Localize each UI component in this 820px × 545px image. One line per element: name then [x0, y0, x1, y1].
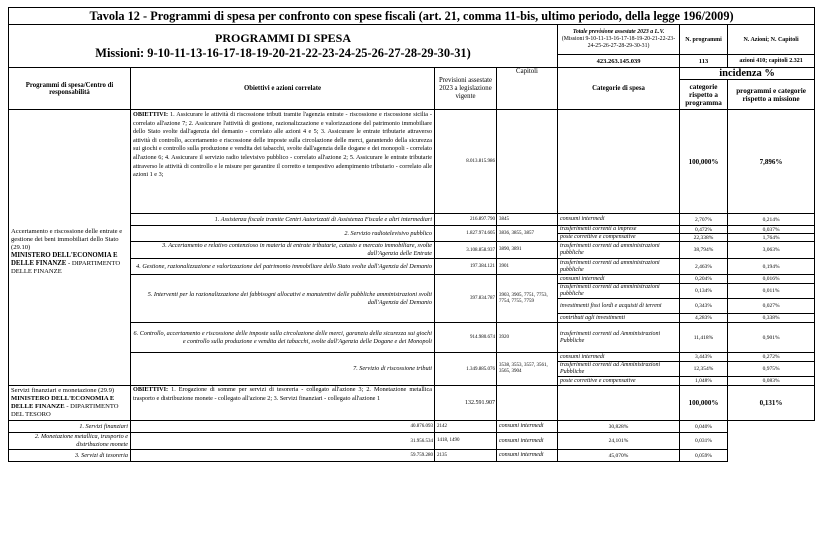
- pct-mission: 0,272%: [728, 353, 815, 362]
- action-chapters: 3538, 3553, 3557, 3561, 3565, 3904: [497, 353, 558, 386]
- spending-category: trasferimenti correnti ad amministrazioni pubbliche: [558, 259, 680, 275]
- action-name: 6. Controllo, accertamento e riscossione delle imposte sulla circolazione delle merci, garanzia della sicurezza sui giochi e controllo sulla produzione e vendita dei tabacchi, svolte dall'Agenzia delle Dogane e dei Monopoli: [131, 323, 435, 353]
- spending-category: trasferimenti correnti ad amministrazioni pubbliche: [558, 242, 680, 259]
- programme-1-miss-pct: 7,896%: [728, 110, 815, 214]
- action-amount: 1.827.974.605: [435, 226, 497, 242]
- objectives-1: OBIETTIVI: 1. Assicurare le attività di riscossione tributi tramite l'agenzia entrate - riscossione e riscossione sicilia - correlato all'azione 7; 2. Assicurare l'attività di gestione, razionalizzazione e valorizzazione del patrimonio immobiliare dello Stato svolte dall'agenzia del demanio - correlato alle azioni 4 e 5; 3. Assicurare le entrate tributarie attraverso attività di controllo, accertamento e riscossione delle imposte sulla circolazione delle merci, garantendo della sicurezza sui giochi e controllo sulla produzione e vendita dei tabacchi, svolte dall'agenzia delle dogane e dei monopoli - correlato all'azione 6; 4. Assicurare il servizio radio televisivo pubblico - correlato all'azione 2; 5. Assicurare le entrate tributarie attraverso le attività di controllo e le misure per garantire il corretto e tempestivo adempimento tributario - correlato alle azioni 1 e 3;: [131, 110, 435, 214]
- pct-category: 11,418%: [680, 323, 728, 353]
- programme-1-name: Accertamento e riscossione delle entrate e gestione dei beni immobiliari dello Stato (29.10): [11, 227, 123, 251]
- spending-category: poste correttive e compensative: [558, 234, 680, 242]
- programmi-label: PROGRAMMI DI SPESA: [214, 31, 351, 45]
- n-azioni-value: azioni 410; capitoli 2.321: [728, 55, 815, 68]
- col-prog-miss: programmi e categorie rispetto a missione: [728, 80, 815, 110]
- pct-category: 0,472%: [680, 226, 728, 234]
- programme-1-ministero: MINISTERO DELL'ECONOMIA E DELLE FINANZE: [11, 251, 118, 267]
- action-chapters: 3890, 3891: [497, 242, 558, 259]
- n-azioni-label: N. Azioni; N. Capitoli: [728, 25, 815, 55]
- table-row: [9, 450, 815, 462]
- action-name: 7. Servizio di riscossione tributi: [131, 353, 435, 386]
- pct-mission: 0,901%: [728, 323, 815, 353]
- pct-category: 1,048%: [680, 377, 728, 386]
- pct-mission: 0,975%: [728, 362, 815, 377]
- pct-mission: 0,031%: [680, 433, 728, 450]
- programme-2-ministero: MINISTERO DELL'ECONOMIA E DELLE FINANZE: [11, 395, 115, 410]
- programmi-header: [9, 25, 558, 68]
- pct-category: 3,443%: [680, 353, 728, 362]
- pct-mission: 0,214%: [728, 214, 815, 226]
- pct-category: 38,794%: [680, 242, 728, 259]
- action-amount: 397.834.787: [435, 275, 497, 323]
- totale-missioni: (Missioni 9-10-11-13-16-17-18-19-20-21-22-23-24-25-26-27-28-29-30-31): [561, 36, 676, 49]
- col-categorie: Categorie di spesa: [558, 68, 680, 110]
- spending-category: investimenti fissi lordi e acquisti di terreni: [558, 299, 680, 314]
- col-capitoli: Capitoli: [497, 68, 558, 110]
- pct-category: 2,707%: [680, 214, 728, 226]
- action-name: 1. Servizi finanziari: [9, 421, 131, 433]
- table-title: Tavola 12 - Programmi di spesa per confronto con spese fiscali (art. 21, comma 11-bis, ultimo periodo, della legge 196/2009): [9, 8, 815, 25]
- table-row: [9, 214, 815, 226]
- pct-category: 45,070%: [558, 450, 680, 462]
- pct-category: 0,134%: [680, 284, 728, 299]
- pct-mission: 0,059%: [680, 450, 728, 462]
- spending-category: consumi intermedi: [558, 275, 680, 284]
- pct-category: 30,828%: [558, 421, 680, 433]
- action-chapters: 3903, 3905, 7751, 7753, 7754, 7755, 7759: [497, 275, 558, 323]
- missioni-label: Missioni: 9-10-11-13-16-17-18-19-20-21-22-23-24-25-26-27-28-29-30-31): [95, 46, 471, 60]
- action-amount: 914.980.674: [435, 323, 497, 353]
- programme-1-cat-pct: 100,000%: [680, 110, 728, 214]
- spending-category: consumi intermedi: [497, 421, 558, 433]
- action-chapters: 3845: [497, 214, 558, 226]
- programme-2-cell: [9, 386, 131, 421]
- pct-mission: 0,016%: [728, 275, 815, 284]
- totale-value: 423.263.145.039: [558, 55, 680, 68]
- pct-category: 12,354%: [680, 362, 728, 377]
- col-programmi: Programmi di spesa/Centro di responsabilità: [9, 68, 131, 110]
- pct-mission: 0,194%: [728, 259, 815, 275]
- action-chapters: 2135: [435, 450, 497, 462]
- spending-category: trasferimenti correnti ad amministrazioni pubbliche: [558, 284, 680, 299]
- action-amount: 31.956.534: [131, 433, 435, 450]
- objectives-2: OBIETTIVI: 1. Erogazione di somme per servizi di tesoreria - collegato all'azione 3; 2. Monetazione metallica trasporto e distribuzione monete - collegato all'azione 2; 3. Servizi finanziari - collegato all'azione 1: [131, 386, 435, 421]
- programme-2-name: Servizi finanziari e monetazione (29.9): [11, 387, 115, 394]
- col-incidenza: incidenza %: [680, 68, 815, 80]
- totale-previsione-label: Totale previsione assestate 2023 a L.V.: [572, 29, 665, 35]
- action-name: 2. Servizio radiotelevisivo pubblico: [131, 226, 435, 242]
- pct-mission: 0,037%: [728, 226, 815, 234]
- action-chapters: 3901: [497, 259, 558, 275]
- col-cat-prog: categorie rispetto a programma: [680, 80, 728, 110]
- action-amount: 1.349.885.076: [435, 353, 497, 386]
- pct-mission: 0,338%: [728, 314, 815, 323]
- n-programmi-value: 113: [680, 55, 728, 68]
- action-chapters: 3836, 3855, 3857: [497, 226, 558, 242]
- spending-category: trasferimenti correnti ad Amministrazioni Pubbliche: [558, 362, 680, 377]
- action-amount: 197.384.121: [435, 259, 497, 275]
- pct-mission: 3,063%: [728, 242, 815, 259]
- spending-category: consumi intermedi: [558, 353, 680, 362]
- col-previsioni: Previsioni assestate 2023 a legislazione vigente: [435, 68, 497, 110]
- action-name: 3. Servizi di tesoreria: [9, 450, 131, 462]
- spending-category: trasferimenti correnti ad Amministrazioni Pubbliche: [558, 323, 680, 353]
- pct-mission: 0,083%: [728, 377, 815, 386]
- spending-table: [8, 7, 815, 462]
- action-amount: 216.897.790: [435, 214, 497, 226]
- spending-category: consumi intermedi: [558, 214, 680, 226]
- spending-category: consumi intermedi: [497, 433, 558, 450]
- action-name: 4. Gestione, razionalizzazione e valorizzazione del patrimonio immobiliare dello Stato svolte dall'Agenzia del Demanio: [131, 259, 435, 275]
- spending-category: poste correttive e compensative: [558, 377, 680, 386]
- programme-1-cell: [9, 214, 131, 386]
- action-amount: 3.108.858.937: [435, 242, 497, 259]
- programme-1-dipartimento: - DIPARTIMENTO DELLE FINANZE: [11, 259, 121, 275]
- pct-category: 22,338%: [680, 234, 728, 242]
- pct-category: 0,204%: [680, 275, 728, 284]
- action-name: 2. Monetazione metallica, trasporto e distribuzione monete: [9, 433, 131, 450]
- pct-mission: 0,027%: [728, 299, 815, 314]
- spending-category: consumi intermedi: [497, 450, 558, 462]
- action-amount: 40.876.093: [131, 421, 435, 433]
- pct-mission: 0,011%: [728, 284, 815, 299]
- action-name: 3. Accertamento e relativo contenzioso in materia di entrate tributarie, catasto e mercato immobiliare, svolte dall'Agenzia delle Entrate: [131, 242, 435, 259]
- programme-2-dipartimento: - DIPARTIMENTO DEL TESORO: [11, 403, 119, 418]
- table-row: [9, 421, 815, 433]
- spending-category: trasferimenti correnti a imprese: [558, 226, 680, 234]
- programme-2-cat-pct: 100,000%: [680, 386, 728, 421]
- programme-2-miss-pct: 0,131%: [728, 386, 815, 421]
- pct-mission: 1,764%: [728, 234, 815, 242]
- pct-category: 0,343%: [680, 299, 728, 314]
- action-name: 5. Interventi per la razionalizzazione dei fabbisogni allocativi e manutentivi delle pubbliche amministrazioni svolti dall'Agenzia del Demanio: [131, 275, 435, 323]
- spending-category: contributi agli investimenti: [558, 314, 680, 323]
- n-programmi-label: N. programmi: [680, 25, 728, 55]
- action-chapters: 1418, 1490: [435, 433, 497, 450]
- document-page: [8, 7, 814, 462]
- programme-1-total: 8.013.815.986: [435, 110, 497, 214]
- programme-2-total: 132.591.907: [435, 386, 497, 421]
- action-chapters: 2142: [435, 421, 497, 433]
- totale-previsione-cell: [558, 25, 680, 55]
- pct-category: 4,283%: [680, 314, 728, 323]
- action-amount: 59.759.280: [131, 450, 435, 462]
- action-chapters: 3920: [497, 323, 558, 353]
- pct-mission: 0,040%: [680, 421, 728, 433]
- pct-category: 2,463%: [680, 259, 728, 275]
- col-obiettivi: Obiettivi e azioni correlate: [131, 68, 435, 110]
- table-row: [9, 433, 815, 450]
- action-name: 1. Assistenza fiscale tramite Centri Autorizzati di Assistenza Fiscale e altri intermediari: [131, 214, 435, 226]
- pct-category: 24,101%: [558, 433, 680, 450]
